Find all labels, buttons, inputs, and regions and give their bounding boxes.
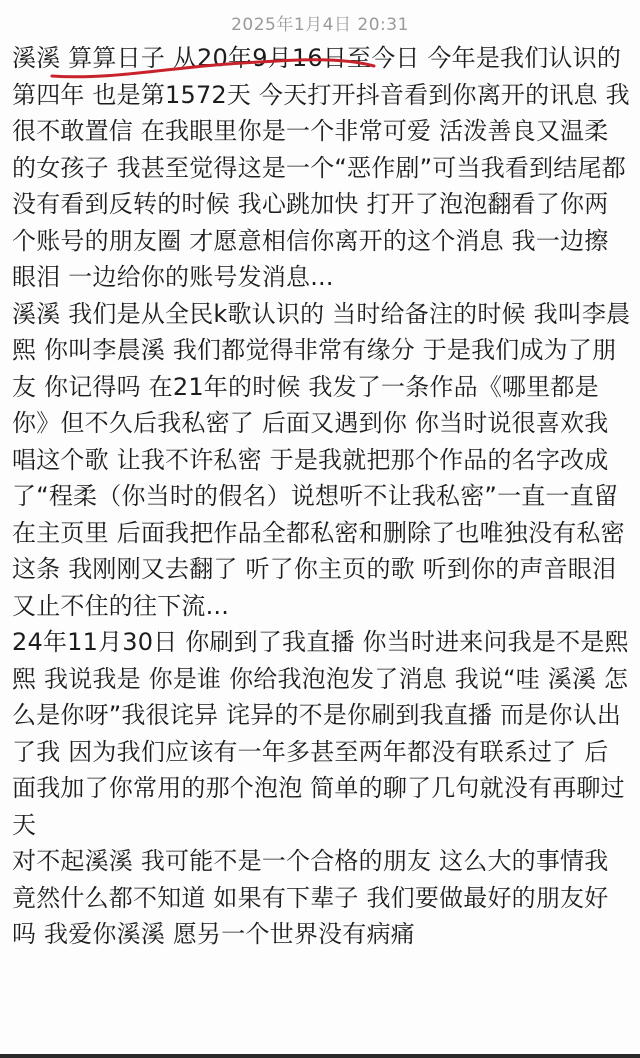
note-paragraph-4: 对不起溪溪 我可能不是一个合格的朋友 这么大的事情我竟然什么都不知道 如果有下辈子 我们要做最好的朋友好吗 我爱你溪溪 愿另一个世界没有病痛: [12, 847, 609, 948]
note-paragraph-2: 溪溪 我们是从全民k歌认识的 当时给备注的时候 我叫李晨熙 你叫李晨溪 我们都觉得非常有缘分 于是我们成为了朋友 你记得吗 在21年的时候 我发了一条作品《哪里都是你》但不久后我私密了 后面又遇到你 你当时说很喜欢我唱这个歌 让我不许私密 于是我就把那个作品的名字改成了“程柔（你当时的假名）说想听不让我私密”一直一直留在主页里 后面我把作品全都私密和删除了也唯独没有私密这条 我刚刚又去翻了 听了你主页的歌 听到你的声音眼泪又止不住的往下流...: [12, 299, 631, 620]
note-paragraph-3: 24年11月30日 你刷到了我直播 你当时进来问我是不是熙熙 我说我是 你是谁 你给我泡泡发了消息 我说“哇 溪溪 怎么是你呀”我很诧异 诧异的不是你刷到我直播 而是你认出了我 因为我们应该有一年多甚至两年都没有联系过了 后面我加了你常用的那个泡泡 简单的聊了几句就没有再聊过天: [12, 628, 629, 839]
note-timestamp: 2025年1月4日 20:31: [231, 15, 409, 35]
note-body: [12, 40, 632, 953]
bottom-edge-bar: [0, 1054, 640, 1058]
note-paragraph-1: 溪溪 算算日子 从20年9月16日至今日 今年是我们认识的第四年 也是第1572天 今天打开抖音看到你离开的讯息 我很不敢置信 在我眼里你是一个非常可爱 活泼善良又温柔的女孩子 我甚至觉得这是一个“恶作剧”可当我看到结尾都没有看到反转的时候 我心跳加快 打开了泡泡翻看了你两个账号的朋友圈 才愿意相信你离开的这个消息 我一边擦眼泪 一边给你的账号发消息...: [12, 44, 630, 291]
